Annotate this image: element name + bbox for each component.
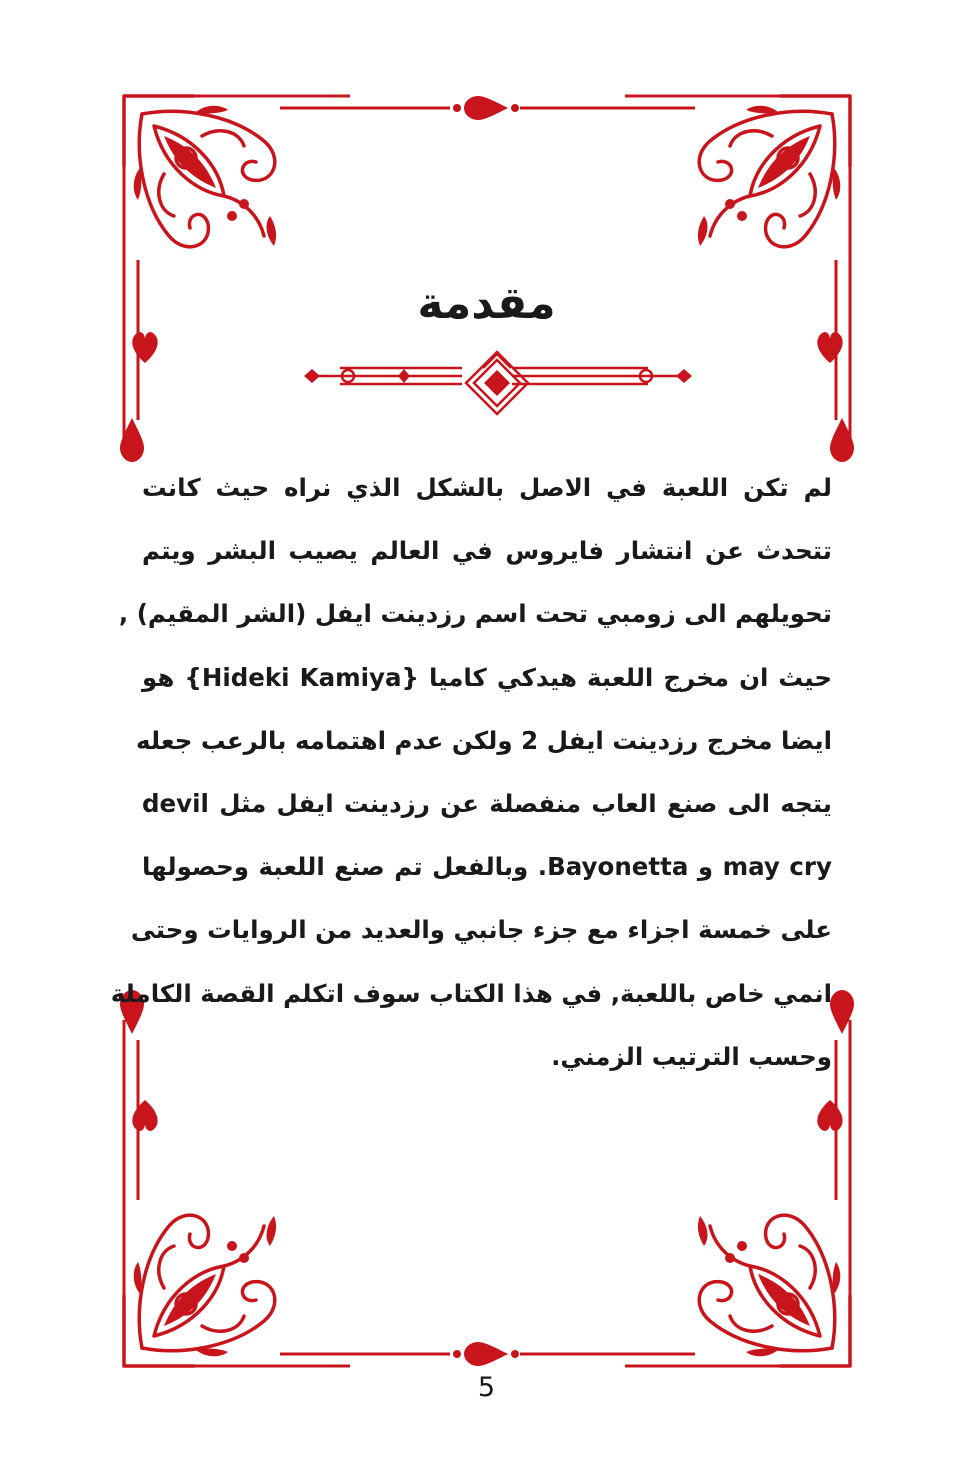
paragraph-line: وحسب الترتيب الزمني. xyxy=(551,1041,832,1071)
paragraph-line: لم تكن اللعبة في الاصل بالشكل الذي نراه حيث كانت xyxy=(142,473,832,502)
paragraph-line: على خمسة اجزاء مع جزء جانبي والعديد من الروايات وحتى xyxy=(130,915,832,945)
corner-ornament-bottom-right xyxy=(698,1215,850,1366)
paragraph-line: تحويلهم الى زومبي تحت اسم رزدينت ايفل (الشر المقيم) , xyxy=(118,599,832,629)
paragraph-line: انمي خاص باللعبة, في هذا الكتاب سوف اتكلم القصة الكاملة xyxy=(110,978,832,1008)
corner-ornament-top-right xyxy=(698,96,850,247)
paragraph-line: تتحدث عن انتشار فايروس في العالم يصيب البشر ويتم xyxy=(142,536,832,566)
intro-paragraph xyxy=(110,456,832,1088)
paragraph-line: حيث ان مخرج اللعبة هيدكي كاميا {Hideki Kamiya} هو xyxy=(142,662,832,692)
page-title: مقدمة xyxy=(417,278,556,329)
paragraph-line: ايضا مخرج رزدينت ايفل 2 ولكن عدم اهتمامه بالرعب جعله xyxy=(136,725,832,755)
corner-ornament-bottom-left xyxy=(124,1215,276,1366)
paragraph-line: يتجه الى صنع العاب منفصلة عن رزدينت ايفل مثل devil xyxy=(142,789,832,819)
corner-ornament-top-left xyxy=(124,96,276,247)
page-number: 5 xyxy=(477,1372,496,1403)
paragraph-line: may cry و Bayonetta. وبالفعل تم صنع اللعبة وحصولها xyxy=(142,852,832,882)
